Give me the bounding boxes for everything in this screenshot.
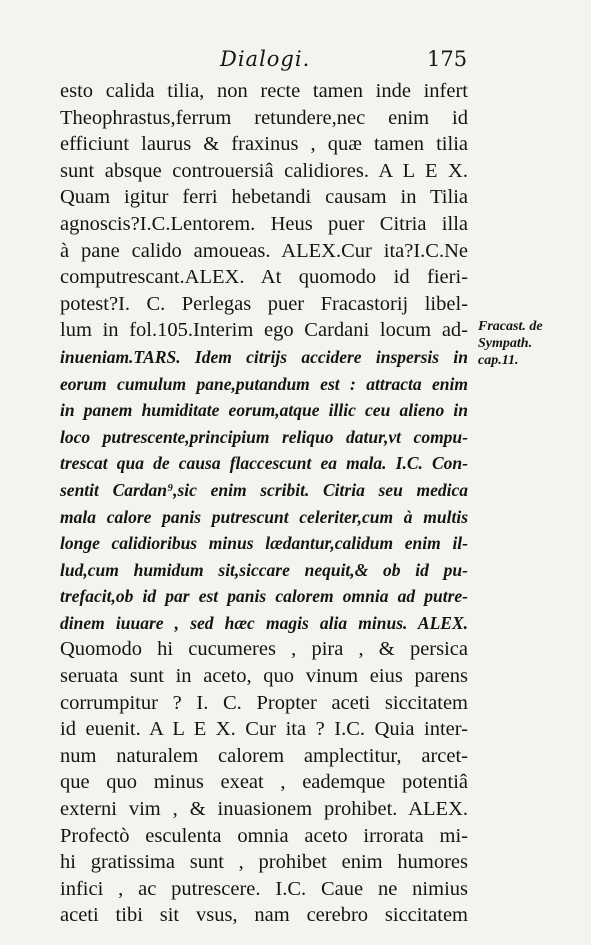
text-line: à pane calido amoueas. ALEX.Cur ita?I.C.Ne	[60, 239, 468, 262]
text-line: seruata sunt in aceto, quo vinum eius parens	[60, 665, 468, 688]
main-text-block	[60, 78, 480, 929]
text-line: num naturalem calorem amplectitur, arcet-	[60, 744, 468, 767]
text-line: infici , ac putrescere. I.C. Caue ne nimius	[60, 877, 468, 900]
text-line: lum in fol.105.Interim ego Cardani locum ad-	[60, 319, 468, 342]
text-line: Quam igitur ferri hebetandi causam in Tilia	[60, 186, 468, 209]
text-line: corrumpitur ? I. C. Propter aceti siccitatem	[60, 691, 468, 714]
text-line: sentit Cardan⁹,sic enim scribit. Citria seu medica	[60, 479, 468, 500]
marginal-note-line: Fracast. de	[478, 319, 543, 334]
text-line: eorum cumulum pane,putandum est : attracta enim	[60, 373, 468, 394]
text-line: id euenit. A L E X. Cur ita ? I.C. Quia inter-	[60, 718, 468, 741]
text-line: Quomodo hi cucumeres , pira , & persica	[60, 638, 468, 661]
text-line: computrescant.ALEX. At quomodo id fieri-	[60, 266, 468, 289]
marginal-note-line: Sympath.	[478, 336, 533, 351]
text-line: Theophrastus,ferrum retundere,nec enim id	[60, 106, 468, 129]
text-line: mala calore panis putrescunt celeriter,cum à multis	[60, 506, 468, 527]
marginal-note	[478, 318, 543, 369]
text-line: trescat qua de causa flaccescunt ea mala. I.C. Con-	[60, 453, 468, 474]
text-line: externi vim , & inuasionem prohibet. ALEX.	[60, 798, 468, 821]
text-line: longe calidioribus minus lædantur,calidum enim il-	[60, 533, 468, 554]
text-line: esto calida tilia, non recte tamen inde infert	[60, 80, 468, 102]
text-line: agnoscis?I.C.Lentorem. Heus puer Citria illa	[60, 212, 468, 235]
text-line: hi gratissima sunt , prohibet enim humores	[60, 851, 468, 874]
page-number: 175	[427, 47, 468, 71]
text-line: Profectò esculenta omnia aceto irrorata mi-	[60, 824, 468, 847]
text-line: trefacit,ob id par est panis calorem omnia ad putre-	[60, 586, 468, 607]
running-head-title: Dialogi.	[220, 47, 311, 71]
text-line: loco putrescente,principium reliquo datur,vt compu-	[60, 426, 468, 447]
text-line: dinem iuuare , sed hæc magis alia minus. ALEX.	[60, 612, 468, 633]
text-line: in panem humiditate eorum,atque illic ceu alieno in	[60, 400, 468, 421]
text-line: que quo minus exeat , eademque potentiâ	[60, 771, 468, 794]
text-line: aceti tibi sit vsus, nam cerebro siccitatem	[60, 904, 468, 927]
text-line: inueniam.TARS. Idem citrijs accidere inspersis in	[60, 346, 468, 367]
text-line: efficiunt laurus & fraxinus , quæ tamen tilia	[60, 133, 468, 156]
text-line: potest?I. C. Perlegas puer Fracastorij libel-	[60, 292, 468, 315]
text-line: sunt absque controuersiâ calidiores. A L E X.	[60, 159, 468, 182]
text-line: lud,cum humidum sit,siccare nequit,& ob id pu-	[60, 559, 468, 580]
marginal-note-line: cap.11.	[478, 353, 519, 368]
